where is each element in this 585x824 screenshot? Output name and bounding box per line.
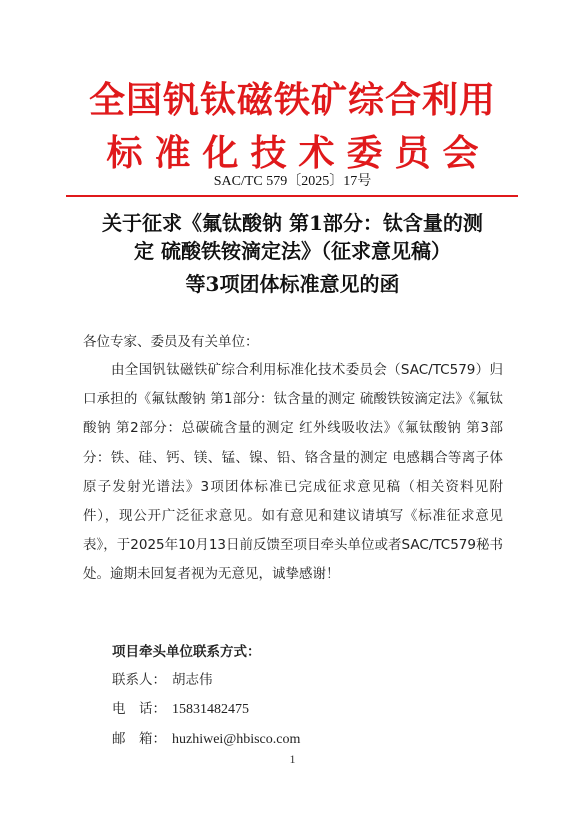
contact-person-row — [112, 668, 213, 688]
contact-email-value[interactable]: huzhiwei@hbisco.com — [172, 732, 301, 747]
letter-body: 由全国钒钛磁铁矿综合利用标准化技术委员会（SAC/TC579）归口承担的《氟钛酸钠 第1部分：钛含量的测定 硫酸铁铵滴定法》《氟钛酸钠 第2部分：总碳硫含量的测定 红外线吸收法》《氟钛酸钠 第3部分：铁、硅、钙、镁、锰、镍、铅、铬含量的测定 电感耦合等离子体原子发射光谱法》3项团体标准已完成征求意见稿（相关资料见附件），现公开广泛征求意见。如有意见和建议请填写《标准征求意见表》，于2025年10月13日前反馈至项目牵头单位或者SAC/TC579秘书处。逾期未回复者视为无意见，诚挚感谢！ — [83, 362, 503, 583]
contact-person-value: 胡志伟 — [172, 672, 213, 688]
issuer-name-line-1: 全国钒钛磁铁矿综合利用 — [88, 79, 496, 121]
contact-email-label: 邮 箱： — [112, 731, 166, 747]
contact-phone-label: 电 话： — [112, 701, 166, 717]
contact-phone-value: 15831482475 — [172, 702, 249, 717]
red-divider-rule — [66, 195, 518, 197]
letter-title-line-1: 关于征求《氟钛酸钠 第1部分：钛含量的测 — [102, 211, 483, 235]
salutation: 各位专家、委员及有关单位： — [83, 334, 259, 350]
issuer-name-line-2: 标准化技术委员会 — [106, 132, 491, 174]
page-number: 1 — [289, 752, 296, 766]
document-number: SAC/TC 579〔2025〕17号 — [213, 174, 372, 189]
letter-title-line-3: 等3项团体标准意见的函 — [185, 272, 400, 296]
contact-phone-row — [112, 697, 249, 718]
contact-heading: 项目牵头单位联系方式： — [112, 644, 261, 660]
contact-email-row — [112, 727, 300, 748]
contact-person-label: 联系人： — [112, 672, 166, 688]
letter-title-line-2: 定 硫酸铁铵滴定法》（征求意见稿） — [134, 239, 451, 263]
